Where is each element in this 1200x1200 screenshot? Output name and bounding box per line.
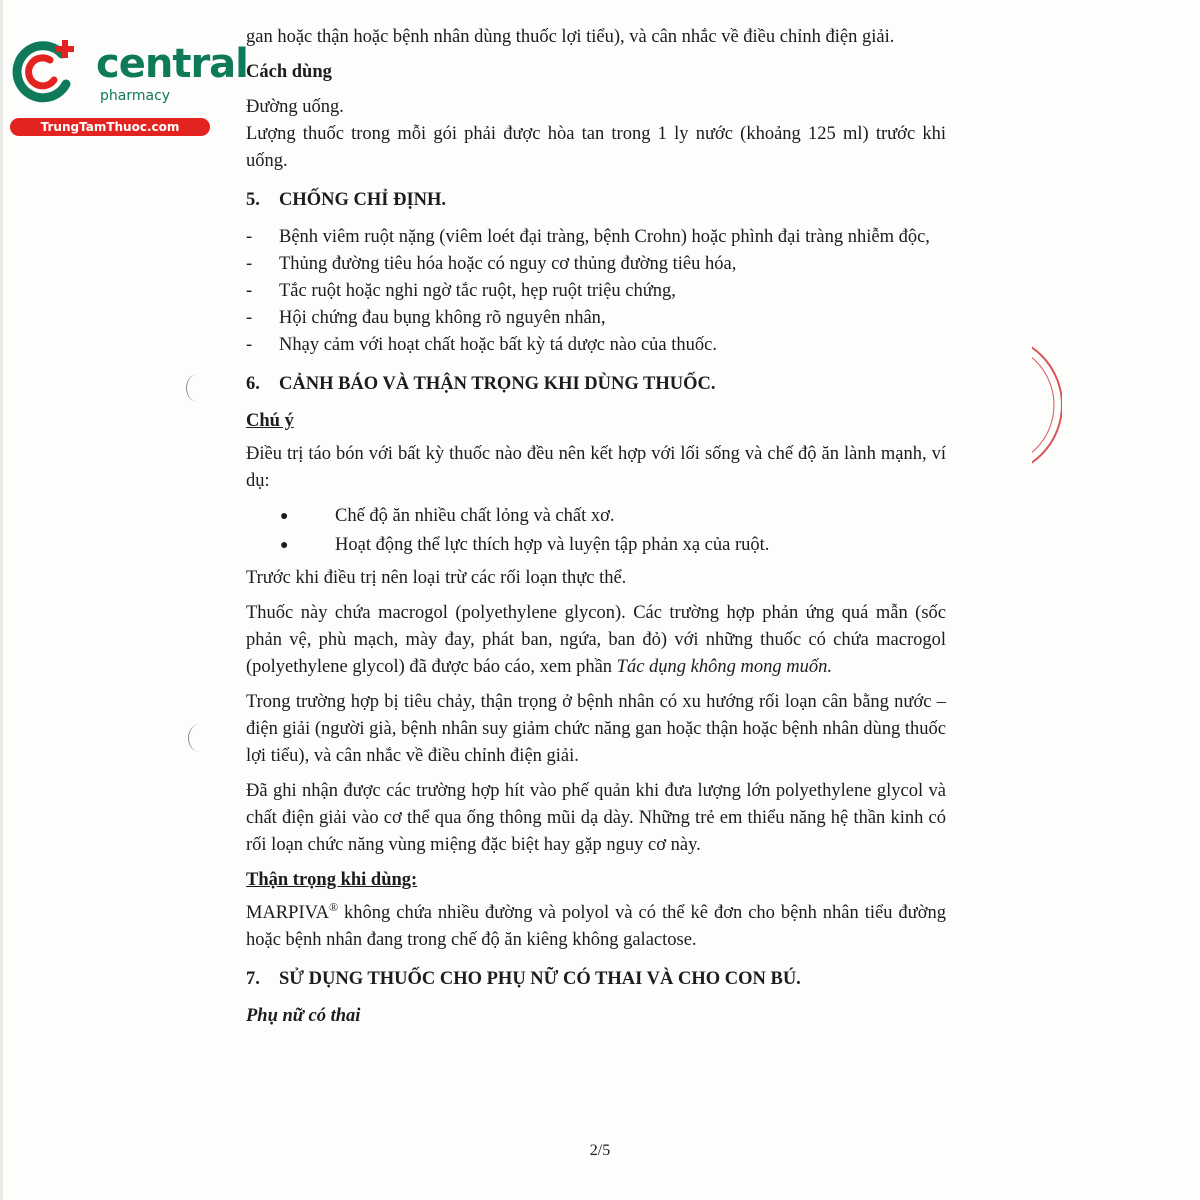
pharmacy-logo[interactable]	[10, 36, 248, 136]
section-title: SỬ DỤNG THUỐC CHO PHỤ NỮ CÓ THAI VÀ CHO CON BÚ.	[279, 969, 801, 989]
section-7-heading	[246, 966, 946, 993]
central-pharmacy-logo-icon	[10, 36, 80, 106]
page-number: 2/5	[589, 1142, 611, 1159]
logo-subtitle: pharmacy	[100, 88, 171, 104]
list-item: - Tắc ruột hoặc nghi ngờ tắc ruột, hẹp ruột triệu chứng,	[246, 281, 676, 301]
list-item: - Nhạy cảm với hoạt chất hoặc bất kỳ tá dược nào của thuốc.	[246, 335, 717, 355]
list-item: ● Hoạt động thể lực thích hợp và luyện tập phản xạ của ruột.	[280, 535, 770, 555]
paragraph: Điều trị táo bón với bất kỳ thuốc nào đều nên kết hợp với lối sống và chế độ ăn lành mạnh, ví dụ:	[246, 444, 946, 491]
list-item: ● Chế độ ăn nhiều chất lỏng và chất xơ.	[280, 506, 615, 526]
punch-hole-icon	[188, 724, 211, 752]
section-5-heading	[246, 187, 946, 214]
document-page	[246, 24, 946, 1030]
list-item: - Thủng đường tiêu hóa hoặc có nguy cơ thủng đường tiêu hóa,	[246, 254, 737, 274]
stamp-icon	[1032, 330, 1062, 480]
section-number: 5.	[246, 190, 260, 210]
section-number: 7.	[246, 969, 260, 989]
usage-instruction: Lượng thuốc trong mỗi gói phải được hòa tan trong 1 ly nước (khoảng 125 ml) trước khi uống.	[246, 124, 946, 171]
section-number: 6.	[246, 374, 260, 394]
brand-name: MARPIVA	[246, 903, 329, 923]
logo-name: central	[96, 41, 248, 87]
caution-heading: Thận trọng khi dùng:	[246, 870, 418, 890]
usage-route: Đường uống.	[246, 97, 344, 117]
note-heading: Chú ý	[246, 411, 294, 431]
contraindication-list	[246, 224, 946, 359]
paragraph: Thuốc này chứa macrogol (polyethylene glycon). Các trường hợp phản ứng quá mẫn (sốc phản vệ, phù mạch, mày đay, phát ban, ngứa, ban đỏ) với những thuốc có chứa macrogol (polyethylene glycol) đã được báo cáo, xem phần Tác dụng không mong muốn.	[246, 603, 946, 677]
usage-heading: Cách dùng	[246, 62, 332, 82]
logo-url-badge[interactable]: TrungTamThuoc.com	[10, 118, 210, 136]
paragraph: Đã ghi nhận được các trường hợp hít vào phế quản khi đưa lượng lớn polyethylene glycol và chất điện giải vào cơ thể qua ống thông mũi dạ dày. Những trẻ em thiểu năng hệ thần kinh có rối loạn chức năng vùng miệng đặc biệt hay gặp nguy cơ này.	[246, 781, 946, 855]
list-item: - Bệnh viêm ruột nặng (viêm loét đại tràng, bệnh Crohn) hoặc phình đại tràng nhiễm độc,	[246, 227, 930, 247]
list-item: - Hội chứng đau bụng không rõ nguyên nhân,	[246, 308, 606, 328]
intro-continuation: gan hoặc thận hoặc bệnh nhân dùng thuốc lợi tiểu), và cân nhắc về điều chỉnh điện giải.	[246, 27, 895, 47]
paragraph: MARPIVA® không chứa nhiều đường và polyol và có thể kê đơn cho bệnh nhân tiểu đường hoặc bệnh nhân đang trong chế độ ăn kiêng không galactose.	[246, 899, 946, 950]
section-title: CHỐNG CHỈ ĐỊNH.	[279, 190, 447, 210]
paragraph: Trước khi điều trị nên loại trừ các rối loạn thực thể.	[246, 568, 627, 588]
section-6-heading	[246, 371, 946, 398]
subsection-heading: Phụ nữ có thai	[246, 1006, 361, 1026]
scan-edge	[0, 0, 3, 1200]
paragraph: Trong trường hợp bị tiêu chảy, thận trọng ở bệnh nhân có xu hướng rối loạn cân bằng nước – điện giải (người già, bệnh nhân suy giảm chức năng gan hoặc thận hoặc bệnh nhân dùng thuốc lợi tiểu), và cân nhắc về điều chỉnh điện giải.	[246, 692, 946, 766]
punch-hole-icon	[186, 374, 209, 402]
section-title: CẢNH BÁO VÀ THẬN TRỌNG KHI DÙNG THUỐC.	[279, 374, 716, 394]
lifestyle-bullets	[246, 503, 946, 559]
